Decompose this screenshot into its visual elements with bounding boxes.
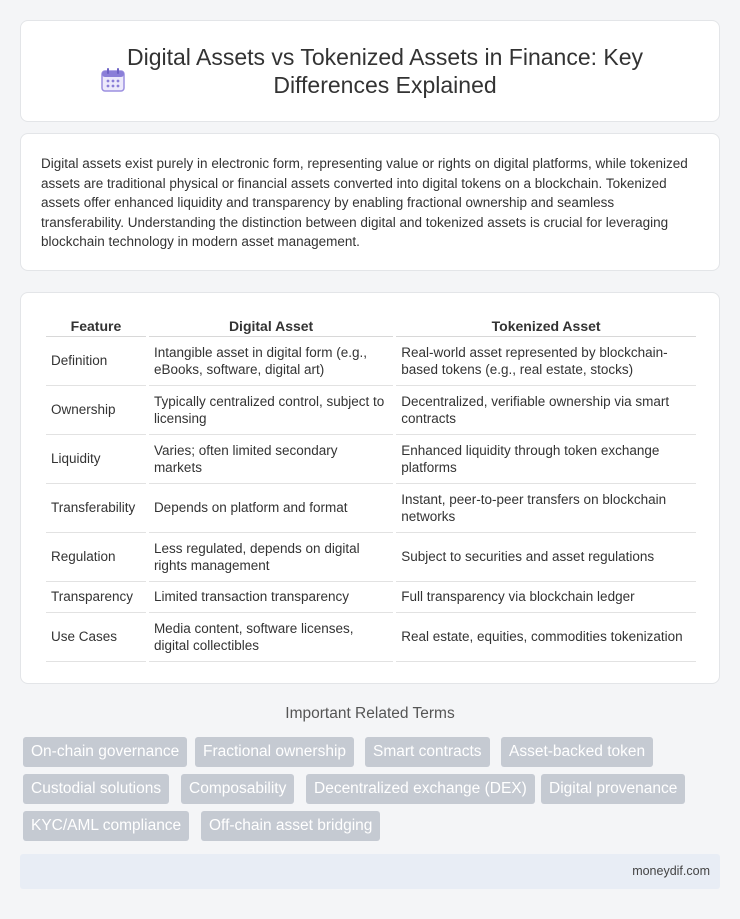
table-header-row bbox=[46, 317, 696, 337]
related-terms-title: Important Related Terms bbox=[285, 705, 455, 722]
term-chip[interactable]: Asset-backed token bbox=[501, 737, 653, 767]
term-chip[interactable]: Composability bbox=[181, 774, 294, 804]
header-feature: Feature bbox=[46, 317, 146, 337]
term-chip[interactable]: Smart contracts bbox=[365, 737, 490, 767]
table-row bbox=[46, 533, 696, 582]
comparison-table bbox=[43, 317, 699, 662]
row-tokenized: Real-world asset represented by blockchain-based tokens (e.g., real estate, stocks) bbox=[396, 337, 696, 386]
row-tokenized: Enhanced liquidity through token exchange platforms bbox=[396, 435, 696, 484]
term-chip[interactable]: Off-chain asset bridging bbox=[201, 811, 380, 841]
row-feature: Ownership bbox=[46, 386, 146, 435]
intro-card bbox=[20, 133, 720, 271]
row-tokenized: Subject to securities and asset regulations bbox=[396, 533, 696, 582]
table-row bbox=[46, 582, 696, 613]
row-digital: Limited transaction transparency bbox=[149, 582, 393, 613]
term-chip[interactable]: On-chain governance bbox=[23, 737, 187, 767]
row-digital: Depends on platform and format bbox=[149, 484, 393, 533]
row-digital: Media content, software licenses, digital collectibles bbox=[149, 613, 393, 662]
footer-site[interactable]: moneydif.com bbox=[632, 864, 710, 878]
row-feature: Definition bbox=[46, 337, 146, 386]
row-digital: Varies; often limited secondary markets bbox=[149, 435, 393, 484]
term-chip[interactable]: Custodial solutions bbox=[23, 774, 169, 804]
header-digital-asset: Digital Asset bbox=[149, 317, 393, 337]
row-feature: Regulation bbox=[46, 533, 146, 582]
row-feature: Liquidity bbox=[46, 435, 146, 484]
term-chip[interactable]: Fractional ownership bbox=[195, 737, 354, 767]
header-card bbox=[20, 20, 720, 122]
row-digital: Intangible asset in digital form (e.g., eBooks, software, digital art) bbox=[149, 337, 393, 386]
row-tokenized: Full transparency via blockchain ledger bbox=[396, 582, 696, 613]
comparison-table-card bbox=[20, 292, 720, 684]
table-row bbox=[46, 386, 696, 435]
term-chip[interactable]: Decentralized exchange (DEX) bbox=[306, 774, 535, 804]
table-row bbox=[46, 613, 696, 662]
row-tokenized: Decentralized, verifiable ownership via smart contracts bbox=[396, 386, 696, 435]
table-row bbox=[46, 435, 696, 484]
row-feature: Use Cases bbox=[46, 613, 146, 662]
footer-bar bbox=[20, 854, 720, 889]
header-tokenized-asset: Tokenized Asset bbox=[396, 317, 696, 337]
page-title: Digital Assets vs Tokenized Assets in Finance: Key Differences Explained bbox=[126, 44, 644, 98]
row-tokenized: Real estate, equities, commodities tokenization bbox=[396, 613, 696, 662]
row-feature: Transparency bbox=[46, 582, 146, 613]
row-digital: Less regulated, depends on digital rights management bbox=[149, 533, 393, 582]
row-tokenized: Instant, peer-to-peer transfers on blockchain networks bbox=[396, 484, 696, 533]
intro-paragraph: Digital assets exist purely in electronic form, representing value or rights on digital platforms, while tokenized assets are traditional physical or financial assets converted into digital tokens on a blockchain. Tokenized assets offer enhanced liquidity and transparency by enabling fractional ownership and seamless transferability. Understanding the distinction between digital and tokenized assets is crucial for leveraging blockchain technology in modern asset management. bbox=[41, 156, 688, 249]
table-row bbox=[46, 484, 696, 533]
term-chip[interactable]: Digital provenance bbox=[541, 774, 685, 804]
term-chip[interactable]: KYC/AML compliance bbox=[23, 811, 189, 841]
row-feature: Transferability bbox=[46, 484, 146, 533]
row-digital: Typically centralized control, subject to licensing bbox=[149, 386, 393, 435]
table-row bbox=[46, 337, 696, 386]
